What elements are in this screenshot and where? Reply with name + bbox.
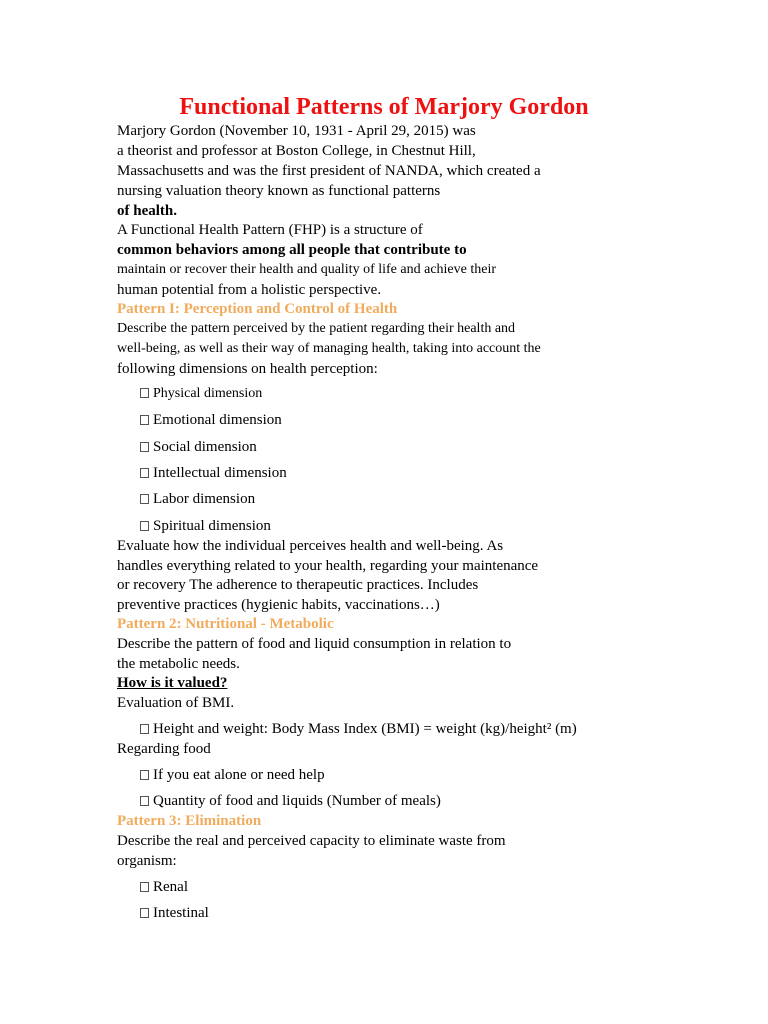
- bullet-item: [140, 437, 257, 457]
- bullet-item: [140, 384, 262, 404]
- bullet-box-icon: [140, 388, 149, 398]
- pattern-2-desc: Describe the pattern of food and liquid consumption in relation to: [117, 636, 512, 652]
- intro-line: Marjory Gordon (November 10, 1931 - April 29, 2015) was: [117, 123, 476, 139]
- bullet-item: [140, 489, 255, 509]
- pattern-3-desc: Describe the real and perceived capacity to eliminate waste from: [117, 833, 506, 849]
- bullet-box-icon: [140, 724, 149, 734]
- bullet-text: Physical dimension: [153, 386, 263, 401]
- pattern-1-eval: Evaluate how the individual perceives health and well-being. As: [117, 538, 504, 554]
- bullet-item: [140, 719, 577, 739]
- bmi-line: Evaluation of BMI.: [117, 695, 235, 711]
- bullet-text: Emotional dimension: [153, 412, 282, 428]
- intro-line-bold: common behaviors among all people that contribute to: [117, 242, 467, 258]
- pattern-2-heading: Pattern 2: Nutritional - Metabolic: [117, 616, 334, 632]
- intro-line: maintain or recover their health and quality of life and achieve their: [117, 262, 497, 277]
- bullet-text: Spiritual dimension: [153, 518, 271, 534]
- bullet-text: Intestinal: [153, 905, 209, 921]
- bullet-item: [140, 410, 282, 430]
- bullet-item: [140, 516, 271, 536]
- intro-line: human potential from a holistic perspective.: [117, 282, 382, 298]
- bullet-item: [140, 877, 188, 897]
- bullet-text: Intellectual dimension: [153, 465, 287, 481]
- pattern-1-desc: following dimensions on health perception:: [117, 361, 378, 377]
- bullet-item: [140, 463, 287, 483]
- pattern-3-desc: organism:: [117, 853, 177, 869]
- bullet-text: Social dimension: [153, 439, 257, 455]
- document-title: Functional Patterns of Marjory Gordon: [179, 94, 589, 120]
- bullet-box-icon: [140, 882, 149, 892]
- bullet-box-icon: [140, 770, 149, 780]
- intro-line-bold: of health.: [117, 203, 177, 219]
- intro-line: a theorist and professor at Boston College, in Chestnut Hill,: [117, 143, 476, 159]
- bullet-item: [140, 765, 325, 785]
- pattern-2-desc: the metabolic needs.: [117, 656, 240, 672]
- bullet-item: [140, 791, 441, 811]
- bullet-box-icon: [140, 796, 149, 806]
- pattern-1-desc: well-being, as well as their way of managing health, taking into account the: [117, 341, 541, 356]
- pattern-1-eval: or recovery The adherence to therapeutic practices. Includes: [117, 577, 479, 593]
- bullet-box-icon: [140, 521, 149, 531]
- bullet-text: Height and weight: Body Mass Index (BMI) = weight (kg)/height² (m): [153, 721, 577, 737]
- bullet-box-icon: [140, 442, 149, 452]
- bullet-box-icon: [140, 908, 149, 918]
- pattern-1-desc: Describe the pattern perceived by the patient regarding their health and: [117, 321, 516, 336]
- bullet-box-icon: [140, 494, 149, 504]
- pattern-3-heading: Pattern 3: Elimination: [117, 813, 262, 829]
- bullet-box-icon: [140, 468, 149, 478]
- intro-line: Massachusetts and was the first president of NANDA, which created a: [117, 163, 541, 179]
- pattern-1-eval: handles everything related to your health, regarding your maintenance: [117, 558, 539, 574]
- how-valued-heading: How is it valued?: [117, 675, 228, 691]
- intro-line: A Functional Health Pattern (FHP) is a structure of: [117, 222, 423, 238]
- bullet-text: If you eat alone or need help: [153, 767, 325, 783]
- bullet-text: Quantity of food and liquids (Number of meals): [153, 793, 441, 809]
- pattern-1-eval: preventive practices (hygienic habits, vaccinations…): [117, 597, 440, 613]
- pattern-1-heading: Pattern I: Perception and Control of Health: [117, 301, 398, 317]
- bullet-item: [140, 903, 209, 923]
- bullet-box-icon: [140, 415, 149, 425]
- food-line: Regarding food: [117, 741, 211, 757]
- bullet-text: Labor dimension: [153, 491, 256, 507]
- bullet-text: Renal: [153, 879, 188, 895]
- intro-line: nursing valuation theory known as functional patterns: [117, 183, 441, 199]
